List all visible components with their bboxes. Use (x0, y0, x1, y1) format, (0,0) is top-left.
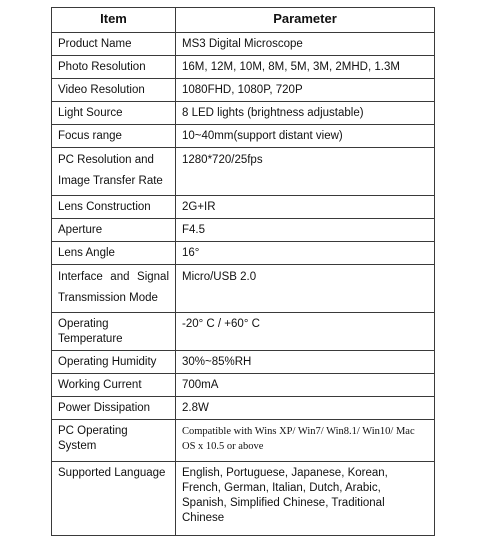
row-item: Aperture (52, 219, 176, 242)
row-param: -20° C / +60° C (176, 313, 435, 351)
row-param: 2G+IR (176, 196, 435, 219)
row-param: MS3 Digital Microscope (176, 33, 435, 56)
table-row (52, 79, 435, 102)
row-param-line: Compatible with Wins XP/ Win7/ Win8.1/ Win10/ Mac (182, 426, 415, 437)
row-param: 1280*720/25fps (176, 148, 435, 196)
row-item: Operating Humidity (52, 351, 176, 374)
header-parameter: Parameter (176, 8, 435, 33)
header-item: Item (52, 8, 176, 33)
table-row (52, 351, 435, 374)
table-row (52, 102, 435, 125)
row-item-line: PC Resolution and (58, 154, 154, 166)
row-item: Power Dissipation (52, 397, 176, 420)
row-param-line: French, German, Italian, Dutch, Arabic, (182, 482, 381, 494)
row-item: PC Operating System (52, 420, 176, 462)
row-param: 1080FHD, 1080P, 720P (176, 79, 435, 102)
table-row (52, 265, 435, 313)
row-param (176, 420, 435, 462)
row-param: 8 LED lights (brightness adjustable) (176, 102, 435, 125)
row-param: 16M, 12M, 10M, 8M, 5M, 3M, 2MHD, 1.3M (176, 56, 435, 79)
spec-table (51, 7, 435, 536)
row-item: Focus range (52, 125, 176, 148)
row-item: Photo Resolution (52, 56, 176, 79)
row-item: Light Source (52, 102, 176, 125)
header-row (52, 8, 435, 33)
table-row (52, 56, 435, 79)
row-item: Lens Angle (52, 242, 176, 265)
row-param: F4.5 (176, 219, 435, 242)
row-item (52, 265, 176, 313)
table-row (52, 196, 435, 219)
table-row (52, 420, 435, 462)
row-param: 30%~85%RH (176, 351, 435, 374)
row-param: 16° (176, 242, 435, 265)
table-row (52, 148, 435, 196)
row-item (52, 148, 176, 196)
table-row (52, 313, 435, 351)
row-param: 2.8W (176, 397, 435, 420)
row-param-line: OS x 10.5 or above (182, 441, 264, 452)
row-param (176, 462, 435, 536)
row-param-line: Spanish, Simplified Chinese, Traditional Chinese (182, 497, 385, 524)
table-row (52, 242, 435, 265)
row-param: 700mA (176, 374, 435, 397)
row-item: Video Resolution (52, 79, 176, 102)
table-row (52, 33, 435, 56)
row-item: Supported Language (52, 462, 176, 536)
table-row (52, 125, 435, 148)
row-param: 10~40mm(support distant view) (176, 125, 435, 148)
row-item: Lens Construction (52, 196, 176, 219)
table-row (52, 374, 435, 397)
row-param-line: English, Portuguese, Japanese, Korean, (182, 467, 388, 479)
table-row (52, 397, 435, 420)
row-param: Micro/USB 2.0 (176, 265, 435, 313)
row-item-line: Interface and Signal (58, 271, 169, 283)
row-item-line: Transmission Mode (58, 292, 158, 304)
row-item: Operating Temperature (52, 313, 176, 351)
table-row (52, 462, 435, 536)
table-row (52, 219, 435, 242)
row-item: Working Current (52, 374, 176, 397)
row-item: Product Name (52, 33, 176, 56)
row-item-line: Image Transfer Rate (58, 175, 163, 187)
